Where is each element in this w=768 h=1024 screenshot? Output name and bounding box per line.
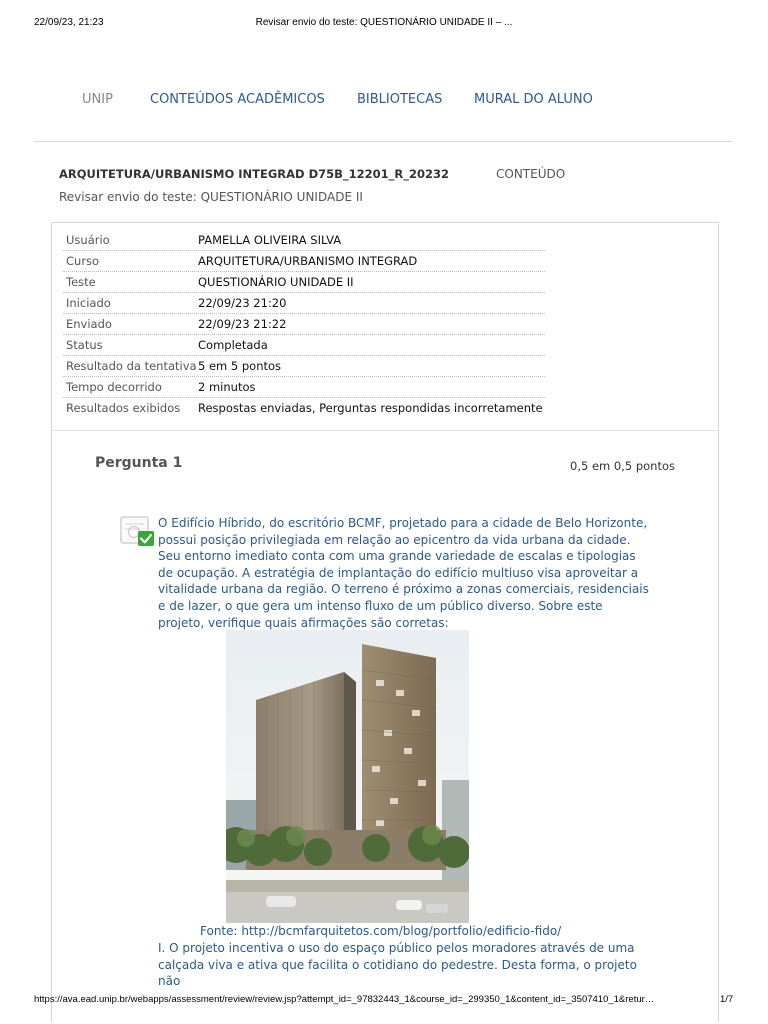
print-page-title: Revisar envio do teste: QUESTIONÁRIO UNIDADE II – ... bbox=[255, 17, 513, 28]
breadcrumb: Revisar envio do teste: QUESTIONÁRIO UNIDADE II bbox=[59, 190, 363, 204]
info-value: 22/09/23 21:20 bbox=[198, 296, 287, 310]
info-value: ARQUITETURA/URBANISMO INTEGRAD bbox=[198, 254, 418, 268]
question-text: O Edifício Híbrido, do escritório BCMF, projetado para a cidade de Belo Horizonte, possui posição privilegiada em relação ao epicentro da vida urbana da cidade. Seu entorno imediato conta com uma grande variedade de escalas e tipologias de ocupação. A estratégia de implantação do edifício multiuso visa aproveitar a vitalidade urbana da região. O terreno é próximo a zonas comerciais, residenciais e de lazer, o que gera um intenso fluxo de um público diverso. Sobre este projeto, verifique quais afirmações são corretas: bbox=[158, 516, 649, 630]
print-datetime: 22/09/23, 21:23 bbox=[34, 17, 104, 28]
info-label: Teste bbox=[66, 275, 96, 289]
info-row-resultado bbox=[63, 356, 545, 377]
info-label: Curso bbox=[66, 254, 100, 268]
info-label: Status bbox=[66, 338, 103, 352]
print-url: https://ava.ead.unip.br/webapps/assessment/review/review.jsp?attempt_id=_97832443_1&course_id=_299350_1&content_id=_3507410_1&retur… bbox=[34, 994, 655, 1005]
info-row-status bbox=[63, 335, 545, 356]
info-value: PAMELLA OLIVEIRA SILVA bbox=[198, 233, 342, 247]
info-value: 22/09/23 21:22 bbox=[198, 317, 287, 331]
nav-bibliotecas-link[interactable]: BIBLIOTECAS bbox=[357, 92, 443, 107]
course-content-link[interactable]: CONTEÚDO bbox=[496, 167, 566, 181]
image-source-caption: Fonte: http://bcmfarquitetos.com/blog/portfolio/edificio-fido/ bbox=[200, 924, 562, 938]
question-points: 0,5 em 0,5 pontos bbox=[570, 459, 675, 473]
info-value: Respostas enviadas, Perguntas respondidas incorretamente bbox=[198, 401, 543, 415]
section-divider bbox=[52, 430, 718, 431]
nav-divider bbox=[34, 141, 732, 142]
course-title[interactable]: ARQUITETURA/URBANISMO INTEGRAD D75B_12201_R_20232 bbox=[59, 167, 450, 181]
correct-check-icon bbox=[120, 516, 156, 548]
info-label: Iniciado bbox=[66, 296, 111, 310]
info-value: QUESTIONÁRIO UNIDADE II bbox=[198, 275, 354, 289]
info-label: Usuário bbox=[66, 233, 110, 247]
nav-conteudos-link[interactable]: CONTEÚDOS ACADÊMICOS bbox=[150, 92, 325, 107]
question-statement-1: I. O projeto incentiva o uso do espaço público pelos moradores através de uma calçada viva e ativa que facilita o cotidiano do pedestre. Desta forma, o projeto não bbox=[158, 941, 637, 989]
print-page-number: 1/7 bbox=[720, 994, 734, 1005]
building-image bbox=[226, 630, 469, 923]
attempt-info-table bbox=[63, 230, 545, 419]
print-header bbox=[0, 17, 768, 31]
info-label: Tempo decorrido bbox=[66, 380, 162, 394]
nav-mural-link[interactable]: MURAL DO ALUNO bbox=[474, 92, 593, 107]
info-row-enviado bbox=[63, 314, 545, 335]
info-label: Resultado da tentativa bbox=[66, 359, 197, 373]
info-value: 2 minutos bbox=[198, 380, 256, 394]
nav-unip-link[interactable]: UNIP bbox=[82, 92, 113, 107]
info-label: Enviado bbox=[66, 317, 112, 331]
info-value: 5 em 5 pontos bbox=[198, 359, 282, 373]
info-row-teste bbox=[63, 272, 545, 293]
info-row-resultados-exibidos bbox=[63, 398, 545, 419]
info-label: Resultados exibidos bbox=[66, 401, 181, 415]
info-value: Completada bbox=[198, 338, 268, 352]
info-row-tempo bbox=[63, 377, 545, 398]
info-row-curso bbox=[63, 251, 545, 272]
question-title: Pergunta 1 bbox=[95, 455, 183, 471]
info-row-iniciado bbox=[63, 293, 545, 314]
info-row-usuario bbox=[63, 230, 545, 251]
print-footer bbox=[0, 994, 768, 1008]
